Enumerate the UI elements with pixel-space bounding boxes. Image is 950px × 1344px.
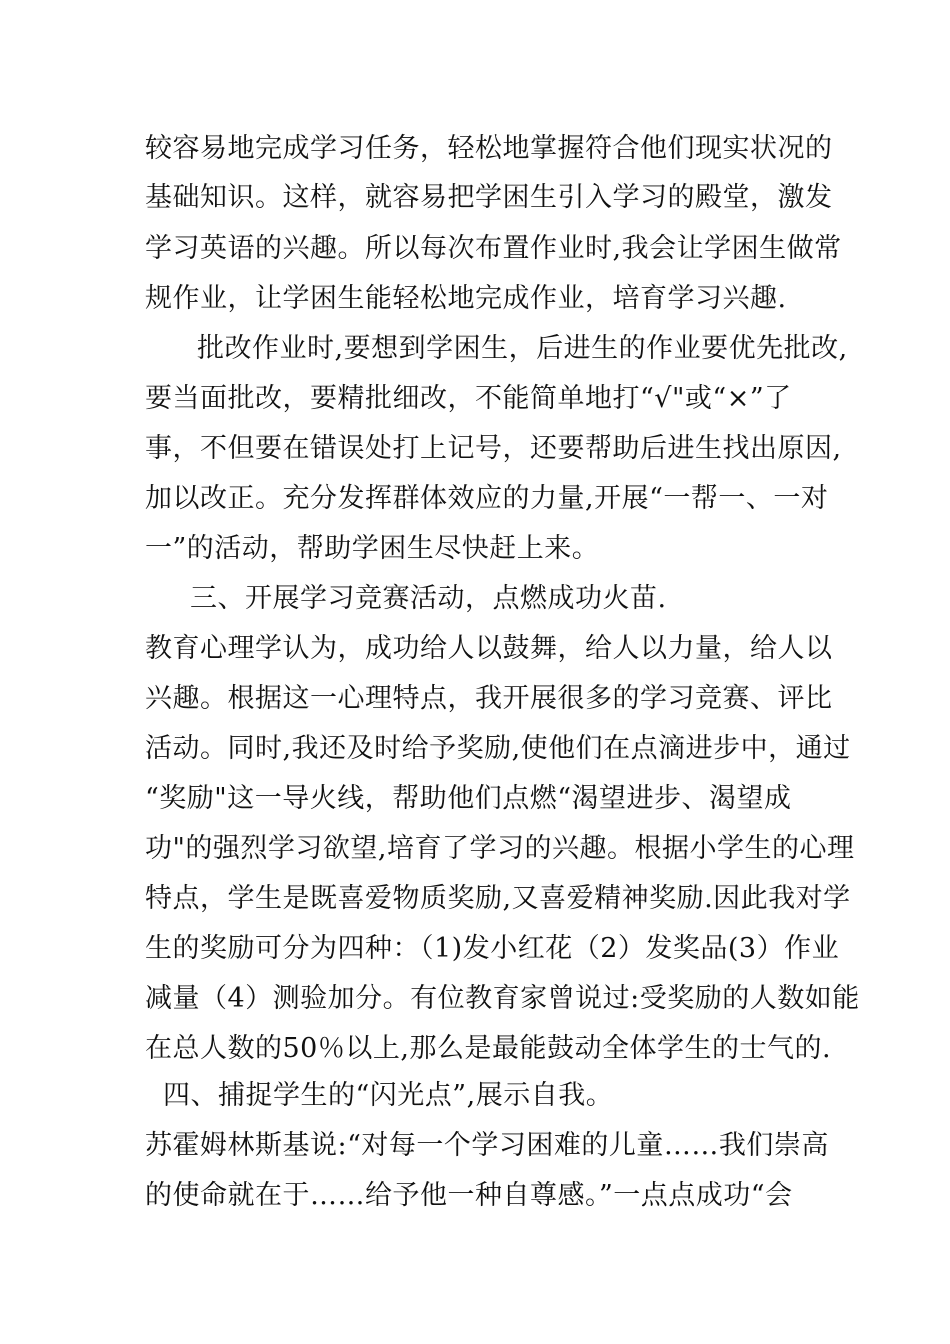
text-line-4: 规作业，让学困生能轻松地完成作业，培育学习兴趣. [145,283,787,314]
text-line-17: 生的奖励可分为四种：（1)发小红花（2）发奖品(3）作业 [145,933,840,964]
text-line-12: 兴趣。根据这一心理特点，我开展很多的学习竞赛、评比 [145,683,833,714]
text-line-18: 减量（4）测验加分。有位教育家曾说过:受奖励的人数如能 [145,983,860,1014]
text-line-16: 特点，学生是既喜爱物质奖励,又喜爱精神奖励.因此我对学 [145,883,851,914]
text-line-3: 学习英语的兴趣。所以每次布置作业时,我会让学困生做常 [145,233,842,264]
text-line-13: 活动。同时,我还及时给予奖励,使他们在点滴进步中，通过 [145,733,851,764]
text-line-15: 功"的强烈学习欲望,培育了学习的兴趣。根据小学生的心理 [145,833,855,864]
text-line-21: 苏霍姆林斯基说:“对每一个学习困难的儿童……我们崇高 [145,1130,829,1161]
text-line-5: 批改作业时,要想到学困生，后进生的作业要优先批改, [197,333,848,364]
section-heading-3: 三、开展学习竞赛活动，点燃成功火苗. [190,583,667,614]
text-line-11: 教育心理学认为，成功给人以鼓舞，给人以力量，给人以 [145,633,833,664]
text-line-22: 的使命就在于……给予他一种自尊感。”一点点成功“会 [145,1180,793,1211]
text-line-8: 加以改正。充分发挥群体效应的力量,开展“一帮一、一对 [145,483,829,514]
text-line-6: 要当面批改，要精批细改，不能简单地打“√"或“×”了 [145,383,792,414]
section-heading-4: 四、捕捉学生的“闪光点”,展示自我。 [163,1080,614,1111]
text-line-14: “奖励"这一导火线，帮助他们点燃“渴望进步、渴望成 [145,783,792,814]
text-line-7: 事，不但要在错误处打上记号，还要帮助后进生找出原因, [145,433,842,464]
text-line-1: 较容易地完成学习任务，轻松地掌握符合他们现实状况的 [145,133,833,164]
text-line-9: 一”的活动，帮助学困生尽快赶上来。 [145,533,600,564]
text-line-2: 基础知识。这样，就容易把学困生引入学习的殿堂，激发 [145,182,833,213]
text-line-19: 在总人数的50％以上,那么是最能鼓动全体学生的士气的. [145,1033,832,1064]
